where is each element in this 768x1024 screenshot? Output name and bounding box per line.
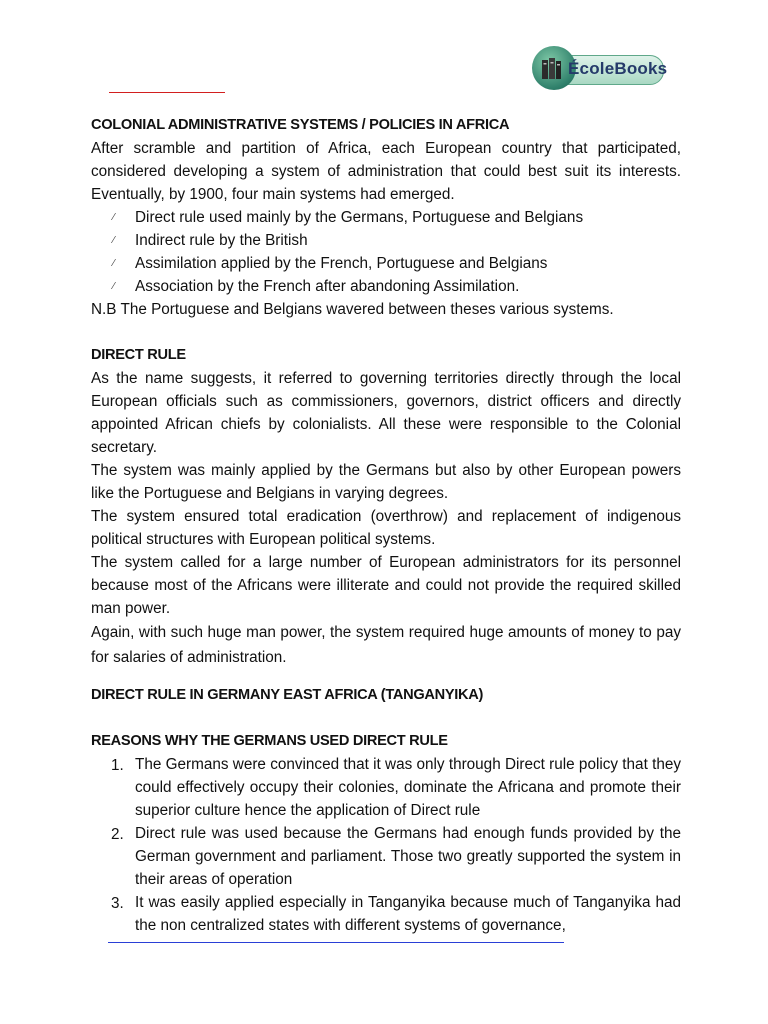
reasons-list xyxy=(91,753,681,937)
document-body xyxy=(91,114,681,937)
direct-rule-heading: DIRECT RULE xyxy=(91,347,186,363)
footer-blue-rule xyxy=(108,942,564,943)
systems-list xyxy=(91,206,681,298)
list-item: ⁄ Direct rule used mainly by the Germans, Portuguese and Belgians xyxy=(135,206,681,229)
list-item: 1. The Germans were convinced that it was only through Direct rule policy that they could effectively occupy their colonies, dominate the Africana and promote their superior culture hence the application of Direct rule xyxy=(111,756,681,819)
bullet-mark: ⁄ xyxy=(113,212,115,223)
nb-note: N.B The Portuguese and Belgians wavered between theses various systems. xyxy=(91,301,614,318)
ecolebooks-logo xyxy=(532,46,668,92)
item-number: 3. xyxy=(111,895,124,912)
bullet-mark: ⁄ xyxy=(113,258,115,269)
list-item: 3. It was easily applied especially in Tanganyika because much of Tanganyika had the non centralized states with different systems of governance, xyxy=(111,894,681,934)
item-number: 2. xyxy=(111,826,124,843)
logo-text: ÉcoleBooks xyxy=(568,59,668,78)
bullet-mark: ⁄ xyxy=(113,235,115,246)
direct-rule-paragraph: Again, with such huge man power, the system required huge amounts of money to pay for salaries of administration. xyxy=(91,624,681,666)
germany-heading: DIRECT RULE IN GERMANY EAST AFRICA (TANGANYIKA) xyxy=(91,687,484,703)
reasons-heading: REASONS WHY THE GERMANS USED DIRECT RULE xyxy=(91,733,448,749)
list-item: 2. Direct rule was used because the Germans had enough funds provided by the German government and parliament. Those two greatly supported the system in their areas of operation xyxy=(111,825,681,888)
document-title: COLONIAL ADMINISTRATIVE SYSTEMS / POLICIES IN AFRICA xyxy=(91,117,510,133)
list-item: ⁄ Indirect rule by the British xyxy=(135,229,681,252)
direct-rule-paragraph: As the name suggests, it referred to governing territories directly through the local European officials such as commissioners, governors, district officers and directly appointed African chiefs by colonialists. All these were responsible to the Colonial secretary. xyxy=(91,370,681,456)
books-icon xyxy=(541,58,567,80)
direct-rule-paragraph: The system called for a large number of European administrators for its personnel because most of the Africans were illiterate and could not provide the required skilled man power. xyxy=(91,554,681,617)
list-item: ⁄ Association by the French after abandoning Assimilation. xyxy=(135,275,681,298)
item-number: 1. xyxy=(111,757,124,774)
bullet-mark: ⁄ xyxy=(113,281,115,292)
header-red-rule xyxy=(109,92,225,93)
direct-rule-paragraph: The system was mainly applied by the Germans but also by other European powers like the Portuguese and Belgians in varying degrees. xyxy=(91,462,681,502)
list-item: ⁄ Assimilation applied by the French, Portuguese and Belgians xyxy=(135,252,681,275)
intro-paragraph: After scramble and partition of Africa, each European country that participated, considered developing a system of administration that could best suit its interests. Eventually, by 1900, four main systems had emerged. xyxy=(91,140,681,203)
direct-rule-paragraph: The system ensured total eradication (overthrow) and replacement of indigenous political structures with European political systems. xyxy=(91,508,681,548)
